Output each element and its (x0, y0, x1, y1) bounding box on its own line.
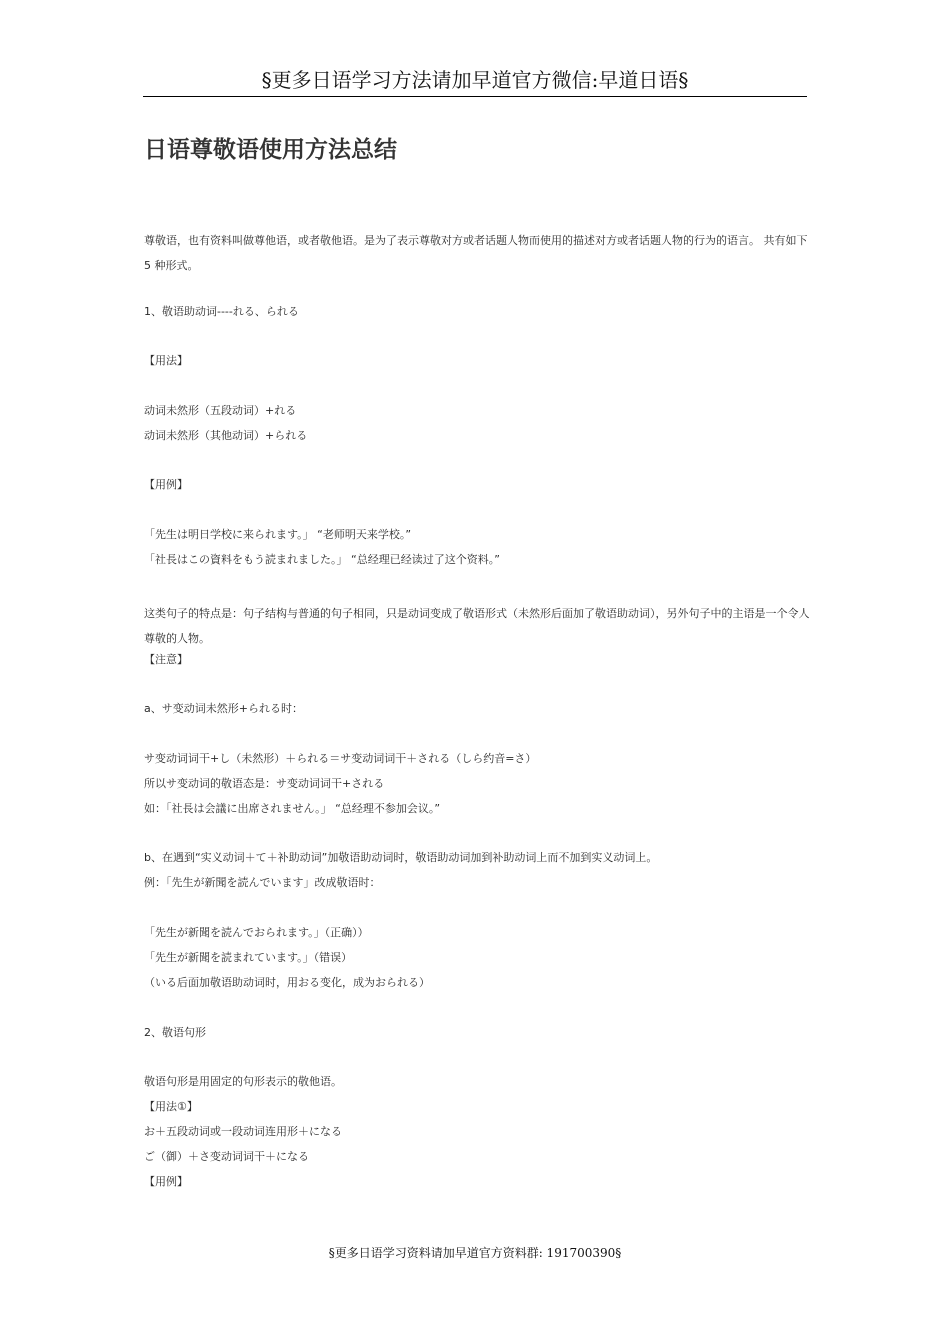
page-footer: §更多日语学习资料请加早道官方资料群: 191700390§ (328, 1246, 622, 1260)
document-title: 日语尊敬语使用方法总结 (144, 137, 397, 163)
example-sentence-1: 「先生は明日学校に来られます。」 “老师明天来学校。” (144, 527, 412, 541)
blank-line (144, 278, 812, 303)
document-body (144, 228, 812, 1198)
note-label: 【注意】 (144, 652, 188, 666)
blank-line (144, 676, 812, 701)
example-label-2: 【用例】 (144, 1175, 188, 1189)
blank-line (144, 501, 812, 526)
blank-line (144, 899, 812, 924)
intro-paragraph: 尊敬语，也有资料叫做尊他语，或者敬他语。是为了表示尊敬对方或者话题人物而使用的描述对方或者话题人物的行为的语言。 共有如下 5 种形式。 (144, 234, 808, 272)
example-sentence-2: 「社長はこの資料をもう読まれました。」 “总经理已经读过了这个资料。” (144, 552, 500, 566)
usage-rule-other: 动词未然形（其他动词）+られる (144, 428, 308, 442)
note-b-incorrect: 「先生が新聞を読まれています。」（错误） (144, 950, 353, 964)
header-divider (143, 96, 807, 97)
example-label: 【用例】 (144, 478, 188, 492)
usage-rule-godan: 动词未然形（五段动词）+れる (144, 403, 297, 417)
blank-line (144, 452, 812, 477)
note-b-heading: b、在遇到“实义动词＋て＋补助动词”加敬语助动词时，敬语助动词加到补助动词上而不加到实义动词上。 (144, 851, 658, 865)
section-heading-1: 1、敬语助动词----れる、られる (144, 304, 299, 318)
note-a-example: 如：「社長は会議に出席されません。」 “总经理不参加会议。” (144, 801, 441, 815)
usage-label: 【用法】 (144, 354, 188, 368)
blank-line (144, 576, 812, 601)
blank-line (144, 1049, 812, 1074)
blank-line (144, 328, 812, 353)
note-a-conclusion: 所以サ变动词的敬语态是：サ变动词词干+される (144, 776, 385, 790)
feature-paragraph: 这类句子的特点是：句子结构与普通的句子相同，只是动词变成了敬语形式（未然形后面加了敬语助动词），另外句子中的主语是一个令人尊敬的人物。 (144, 606, 810, 645)
note-a-rule: サ变动词词干+し（未然形）＋られる＝サ变动词词干＋される（しら约音=さ） (144, 751, 537, 765)
usage-1-rule-o: お＋五段动词或一段动词连用形＋になる (144, 1125, 342, 1139)
note-b-explanation: （いる后面加敬语助动词时，用おる变化，成为おられる） (144, 975, 430, 989)
page-header: §更多日语学习方法请加早道官方微信:早道日语§ (261, 68, 689, 92)
note-b-correct: 「先生が新聞を読んでおられます。」（正确）） (144, 925, 369, 939)
blank-line (144, 377, 812, 402)
blank-line (144, 999, 812, 1024)
section-heading-2: 2、敬语句形 (144, 1025, 206, 1039)
blank-line (144, 725, 812, 750)
blank-line (144, 825, 812, 850)
note-b-example-intro: 例：「先生が新聞を読んでいます」改成敬语时： (144, 876, 381, 890)
note-a-heading: a、サ变动词未然形+られる时： (144, 702, 303, 716)
usage-1-rule-go: ご（御）＋さ变动词词干＋になる (144, 1150, 309, 1164)
usage-1-label: 【用法①】 (144, 1100, 198, 1114)
section-2-description: 敬语句形是用固定的句形表示的敬他语。 (144, 1075, 342, 1089)
